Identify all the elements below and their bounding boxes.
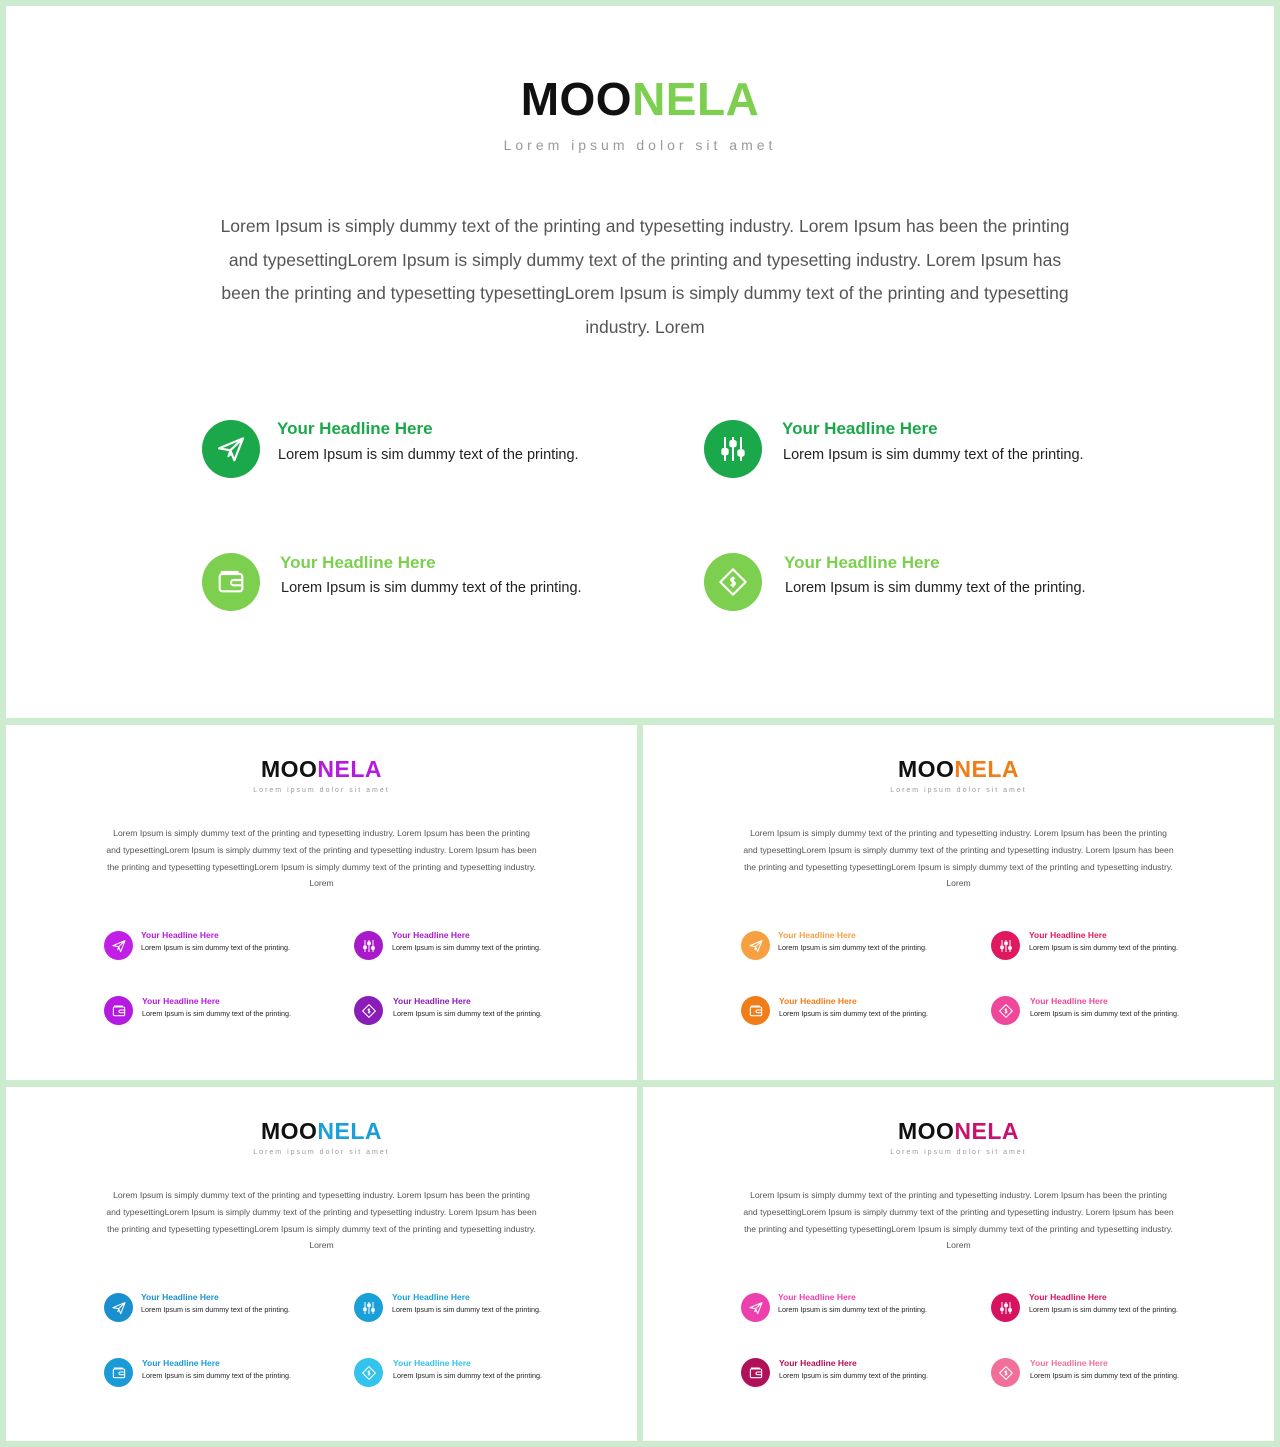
feature-text: Lorem Ipsum is sim dummy text of the printing. xyxy=(393,1371,542,1380)
wallet-icon xyxy=(741,1358,770,1387)
feature-item xyxy=(741,1292,971,1324)
title-part1: MOO xyxy=(260,1118,318,1144)
slide-body-text: Lorem Ipsum is simply dummy text of the printing and typesetting industry. Lorem Ipsum has been the printing and typesettingLorem Ipsum is simply dummy text of the printing and typesetting industry. Lorem Ipsum has been the printing and typesetting typesettingLorem Ipsum is simply dummy text of the printing and typesetting industry. Lorem xyxy=(106,1190,537,1251)
feature-text: Lorem Ipsum is sim dummy text of the printing. xyxy=(393,1009,542,1018)
feature-item xyxy=(741,930,971,962)
feature-text: Lorem Ipsum is sim dummy text of the printing. xyxy=(779,1371,928,1380)
slide-blue xyxy=(6,1087,637,1441)
feature-item xyxy=(741,996,971,1028)
feature-text: Lorem Ipsum is sim dummy text of the printing. xyxy=(142,1009,291,1018)
feature-item xyxy=(202,419,622,481)
feature-item xyxy=(354,996,584,1028)
feature-headline: Your Headline Here xyxy=(142,1358,220,1368)
feature-item xyxy=(202,553,622,615)
wallet-icon xyxy=(741,996,770,1025)
title-part2: NELA xyxy=(632,73,760,125)
title-part1: MOO xyxy=(897,1118,955,1144)
feature-item xyxy=(704,553,1124,615)
slide-title xyxy=(6,756,637,783)
money-tag-icon xyxy=(354,996,383,1025)
feature-item xyxy=(104,996,334,1028)
money-tag-icon xyxy=(991,996,1020,1025)
feature-headline: Your Headline Here xyxy=(280,553,436,572)
feature-headline: Your Headline Here xyxy=(392,930,470,940)
sliders-icon xyxy=(354,931,383,960)
paper-plane-icon xyxy=(104,931,133,960)
feature-headline: Your Headline Here xyxy=(1030,1358,1108,1368)
paper-plane-icon xyxy=(741,931,770,960)
money-tag-icon xyxy=(991,1358,1020,1387)
sliders-icon xyxy=(704,420,762,478)
feature-item xyxy=(104,1358,334,1390)
slide-body-text: Lorem Ipsum is simply dummy text of the printing and typesetting industry. Lorem Ipsum has been the printing and typesettingLorem Ipsum is simply dummy text of the printing and typesetting industry. Lorem Ipsum has been the printing and typesetting typesettingLorem Ipsum is simply dummy text of the printing and typesetting industry. Lorem xyxy=(220,216,1070,337)
sliders-icon xyxy=(991,1293,1020,1322)
feature-headline: Your Headline Here xyxy=(778,930,856,940)
feature-item xyxy=(354,930,584,962)
feature-text: Lorem Ipsum is sim dummy text of the printing. xyxy=(281,580,582,596)
feature-item xyxy=(741,1358,971,1390)
feature-headline: Your Headline Here xyxy=(779,1358,857,1368)
slide-body-text: Lorem Ipsum is simply dummy text of the printing and typesetting industry. Lorem Ipsum has been the printing and typesettingLorem Ipsum is simply dummy text of the printing and typesetting industry. Lorem Ipsum has been the printing and typesetting typesettingLorem Ipsum is simply dummy text of the printing and typesetting industry. Lorem xyxy=(743,1190,1174,1251)
feature-headline: Your Headline Here xyxy=(392,1292,470,1302)
paper-plane-icon xyxy=(104,1293,133,1322)
feature-text: Lorem Ipsum is sim dummy text of the printing. xyxy=(785,580,1086,596)
slide-subtitle: Lorem ipsum dolor sit amet xyxy=(253,787,390,794)
slide-subtitle: Lorem ipsum dolor sit amet xyxy=(503,137,777,153)
feature-text: Lorem Ipsum is sim dummy text of the printing. xyxy=(141,943,290,952)
slide-title xyxy=(6,72,1274,126)
feature-headline: Your Headline Here xyxy=(779,996,857,1006)
feature-text: Lorem Ipsum is sim dummy text of the printing. xyxy=(778,943,927,952)
title-part1: MOO xyxy=(520,73,633,125)
title-part2: NELA xyxy=(954,756,1020,782)
feature-item xyxy=(991,996,1221,1028)
feature-headline: Your Headline Here xyxy=(1029,1292,1107,1302)
feature-item xyxy=(354,1358,584,1390)
feature-headline: Your Headline Here xyxy=(782,419,938,438)
feature-item xyxy=(704,419,1124,481)
slide-title xyxy=(643,1118,1274,1145)
feature-text: Lorem Ipsum is sim dummy text of the printing. xyxy=(1029,1305,1178,1314)
feature-text: Lorem Ipsum is sim dummy text of the printing. xyxy=(278,447,579,463)
feature-text: Lorem Ipsum is sim dummy text of the printing. xyxy=(778,1305,927,1314)
slide-subtitle: Lorem ipsum dolor sit amet xyxy=(253,1149,390,1156)
title-part2: NELA xyxy=(317,756,383,782)
money-tag-icon xyxy=(354,1358,383,1387)
money-tag-icon xyxy=(704,553,762,611)
feature-item xyxy=(991,930,1221,962)
feature-headline: Your Headline Here xyxy=(141,930,219,940)
feature-headline: Your Headline Here xyxy=(393,996,471,1006)
slide-title xyxy=(643,756,1274,783)
slide-title xyxy=(6,1118,637,1145)
slide-body-text: Lorem Ipsum is simply dummy text of the printing and typesetting industry. Lorem Ipsum has been the printing and typesettingLorem Ipsum is simply dummy text of the printing and typesetting industry. Lorem Ipsum has been the printing and typesetting typesettingLorem Ipsum is simply dummy text of the printing and typesetting industry. Lorem xyxy=(106,828,537,889)
feature-item xyxy=(991,1358,1221,1390)
feature-text: Lorem Ipsum is sim dummy text of the printing. xyxy=(1030,1009,1179,1018)
feature-item xyxy=(104,930,334,962)
feature-item xyxy=(354,1292,584,1324)
slide-purple xyxy=(6,725,637,1080)
feature-text: Lorem Ipsum is sim dummy text of the printing. xyxy=(1029,943,1178,952)
paper-plane-icon xyxy=(202,420,260,478)
title-part1: MOO xyxy=(260,756,318,782)
feature-item xyxy=(991,1292,1221,1324)
slide-pink xyxy=(643,1087,1274,1441)
feature-headline: Your Headline Here xyxy=(778,1292,856,1302)
feature-headline: Your Headline Here xyxy=(277,419,433,438)
feature-item xyxy=(104,1292,334,1324)
slide-orange xyxy=(643,725,1274,1080)
sliders-icon xyxy=(991,931,1020,960)
feature-text: Lorem Ipsum is sim dummy text of the printing. xyxy=(392,1305,541,1314)
title-part1: MOO xyxy=(897,756,955,782)
feature-text: Lorem Ipsum is sim dummy text of the printing. xyxy=(141,1305,290,1314)
feature-text: Lorem Ipsum is sim dummy text of the printing. xyxy=(779,1009,928,1018)
paper-plane-icon xyxy=(741,1293,770,1322)
slide-subtitle: Lorem ipsum dolor sit amet xyxy=(890,1149,1027,1156)
feature-headline: Your Headline Here xyxy=(1030,996,1108,1006)
feature-headline: Your Headline Here xyxy=(142,996,220,1006)
wallet-icon xyxy=(104,1358,133,1387)
feature-text: Lorem Ipsum is sim dummy text of the printing. xyxy=(783,447,1084,463)
slide-main xyxy=(6,6,1274,718)
feature-text: Lorem Ipsum is sim dummy text of the printing. xyxy=(392,943,541,952)
slide-subtitle: Lorem ipsum dolor sit amet xyxy=(890,787,1027,794)
title-part2: NELA xyxy=(317,1118,383,1144)
feature-headline: Your Headline Here xyxy=(1029,930,1107,940)
feature-headline: Your Headline Here xyxy=(784,553,940,572)
slide-body-text: Lorem Ipsum is simply dummy text of the printing and typesetting industry. Lorem Ipsum has been the printing and typesettingLorem Ipsum is simply dummy text of the printing and typesetting industry. Lorem Ipsum has been the printing and typesetting typesettingLorem Ipsum is simply dummy text of the printing and typesetting industry. Lorem xyxy=(743,828,1174,889)
wallet-icon xyxy=(202,553,260,611)
feature-text: Lorem Ipsum is sim dummy text of the printing. xyxy=(1030,1371,1179,1380)
wallet-icon xyxy=(104,996,133,1025)
feature-headline: Your Headline Here xyxy=(393,1358,471,1368)
feature-text: Lorem Ipsum is sim dummy text of the printing. xyxy=(142,1371,291,1380)
sliders-icon xyxy=(354,1293,383,1322)
feature-headline: Your Headline Here xyxy=(141,1292,219,1302)
title-part2: NELA xyxy=(954,1118,1020,1144)
